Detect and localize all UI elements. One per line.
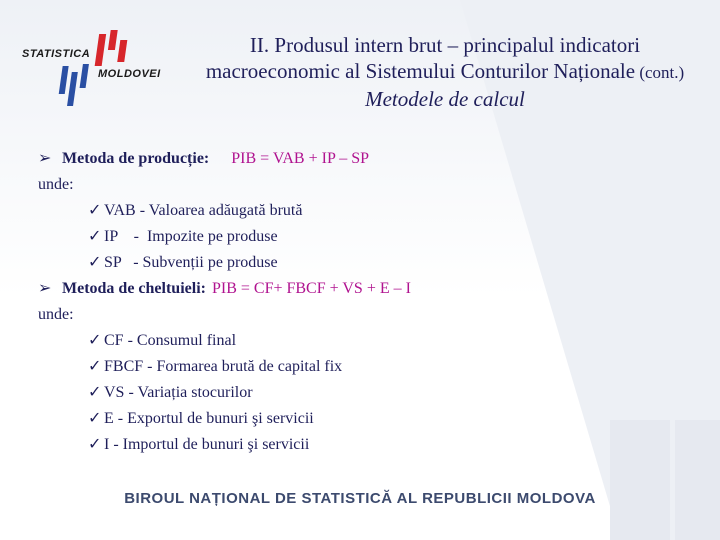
arrow-bullet-icon: ➢ [38,280,52,297]
unde-label: unde: [38,176,74,193]
item-text: SP - Subvenții pe produse [104,254,278,271]
list-item [38,354,698,380]
method-expenditure-row [38,276,698,302]
check-icon: ✓ [88,254,102,271]
method-expenditure-label: Metoda de cheltuieli: [62,280,206,297]
title-line-1: II. Produsul intern brut – principalul indicatori [249,33,641,57]
method-production-label: Metoda de producție: [62,150,210,167]
title-cont: (cont.) [635,63,685,82]
item-text: IP - Impozite pe produse [104,228,278,245]
title-line-2 [170,58,720,86]
item-text: VAB - Valoarea adăugată brută [104,202,303,219]
item-text: I - Importul de bunuri şi servicii [104,436,310,453]
statistica-moldovei-logo [18,28,168,108]
title-line-2-main: macroeconomic al Sistemului Conturilor Naționale [205,59,636,83]
slide-title [170,32,720,112]
content-body [38,146,698,458]
list-item [38,198,698,224]
title-subtitle: Metodele de calcul [365,87,525,111]
unde-label: unde: [38,306,74,323]
list-item [38,406,698,432]
arrow-bullet-icon: ➢ [38,150,52,167]
item-text: CF - Consumul final [104,332,237,349]
check-icon: ✓ [88,436,102,453]
method-expenditure-formula: PIB = CF+ FBCF + VS + E – I [211,280,411,297]
logo-text-statistica: STATISTICA [22,48,91,60]
list-item [38,432,698,458]
item-text: VS - Variația stocurilor [104,384,253,401]
check-icon: ✓ [88,228,102,245]
logo-text-moldovei: MOLDOVEI [98,68,161,80]
footer-institution-name: BIROUL NAȚIONAL DE STATISTICĂ AL REPUBLICII MOLDOVA [124,490,596,507]
item-text: E - Exportul de bunuri şi servicii [104,410,314,427]
list-item [38,250,698,276]
method-production-formula: PIB = VAB + IP – SP [231,150,370,167]
list-item [38,224,698,250]
list-item [38,380,698,406]
check-icon: ✓ [88,332,102,349]
check-icon: ✓ [88,202,102,219]
method-production-row [38,146,698,172]
item-text: FBCF - Formarea brută de capital fix [104,358,343,375]
check-icon: ✓ [88,410,102,427]
check-icon: ✓ [88,384,102,401]
list-item [38,328,698,354]
check-icon: ✓ [88,358,102,375]
